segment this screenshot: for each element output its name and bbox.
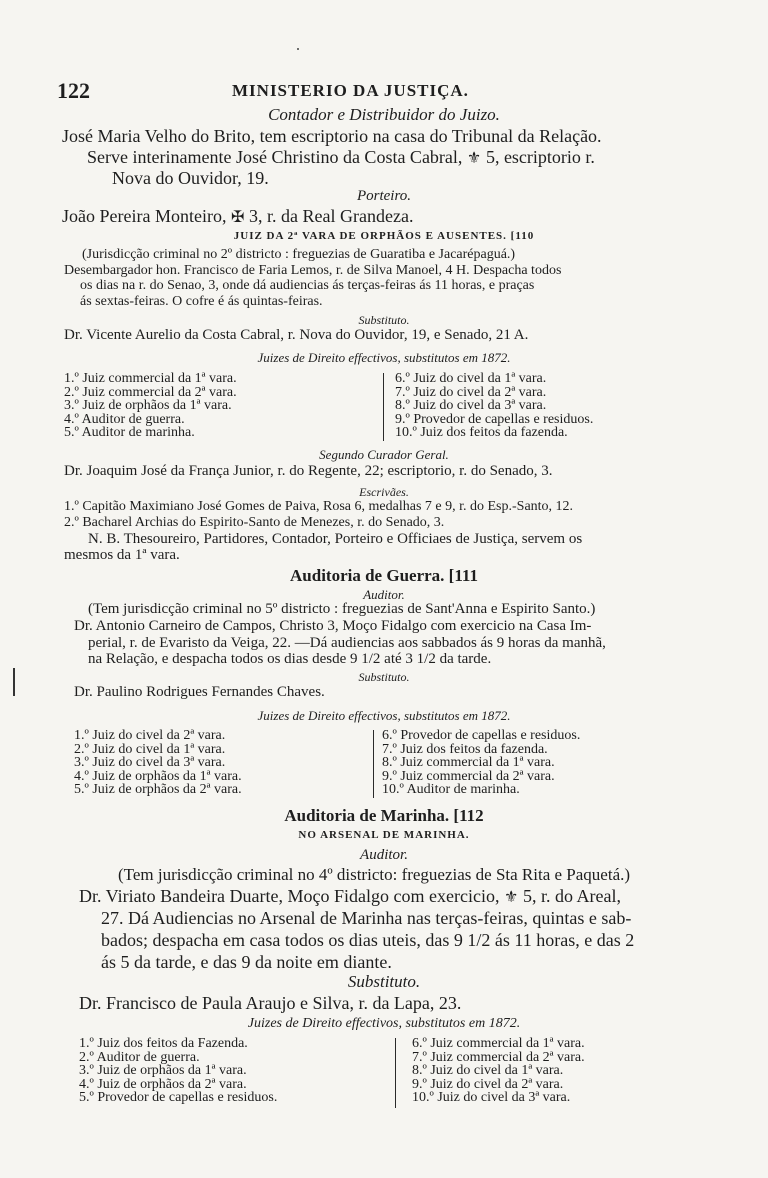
marinha-heading: Auditoria de Marinha. [112 bbox=[284, 806, 484, 825]
list-item: 1.º Juiz dos feitos da Fazenda. bbox=[79, 1036, 248, 1051]
contador-line-2 bbox=[87, 148, 595, 166]
list-item: 2.º Juiz commercial da 2ª vara. bbox=[64, 384, 237, 400]
list-item: 2.º Juiz do civel da 1ª vara. bbox=[74, 741, 226, 757]
guerra-juizes-heading: Juizes de Direito effectivos, substitutos em 1872. bbox=[257, 708, 511, 723]
guerra-line-1: (Tem jurisdicção criminal no 5º districto : freguezias de Sant'Anna e Espirito Santo.) bbox=[88, 601, 596, 617]
marinha-subst-heading: Substituto. bbox=[347, 972, 421, 991]
list-item: 7.º Juiz commercial da 2ª vara. bbox=[412, 1049, 585, 1065]
list-item: 1.º Juiz commercial da 1ª vara. bbox=[64, 371, 237, 386]
guerra-auditor-heading: Auditor. bbox=[363, 587, 405, 602]
list-item: 7.º Juiz do civel da 2ª vara. bbox=[395, 384, 547, 400]
list-item: 9.º Juiz commercial da 2ª vara. bbox=[382, 768, 555, 784]
list-item: 2.º Auditor de guerra. bbox=[79, 1049, 200, 1065]
contador-line-1: José Maria Velho do Brito, tem escriptorio na casa do Tribunal da Relação. bbox=[62, 126, 602, 146]
orphaos-juizes-right bbox=[395, 372, 593, 440]
orphaos-line-4: ás sextas-feiras. O cofre é ás quintas-feiras. bbox=[80, 294, 323, 309]
contador-line-3: Nova do Ouvidor, 19. bbox=[112, 168, 269, 188]
list-item: 4.º Juiz de orphãos da 2ª vara. bbox=[79, 1076, 247, 1092]
column-divider bbox=[383, 373, 384, 441]
orphaos-line-1: (Jurisdicção criminal no 2º districto : freguezias de Guaratiba e Jacarépaguá.) bbox=[82, 247, 516, 262]
list-item: 8.º Juiz commercial da 1ª vara. bbox=[382, 755, 555, 770]
guerra-line-2: Dr. Antonio Carneiro de Campos, Christo 3, Moço Fidalgo com exercicio na Casa Im- bbox=[74, 618, 592, 634]
marinha-subst: Dr. Francisco de Paula Araujo e Silva, r. da Lapa, 23. bbox=[79, 993, 462, 1013]
porteiro-line bbox=[62, 207, 413, 225]
list-item: 6.º Provedor de capellas e residuos. bbox=[382, 728, 581, 743]
guerra-juizes-left bbox=[74, 729, 242, 797]
list-item: 10.º Auditor de marinha. bbox=[382, 782, 520, 797]
marinha-line-2a: Dr. Viriato Bandeira Duarte, Moço Fidalgo com exercicio, bbox=[79, 886, 500, 906]
list-item: 9.º Juiz do civel da 2ª vara. bbox=[412, 1076, 564, 1092]
list-item: 1.º Juiz do civel da 2ª vara. bbox=[74, 728, 226, 743]
list-item: 8.º Juiz do civel da 1ª vara. bbox=[412, 1063, 564, 1078]
marinha-auditor-heading: Auditor. bbox=[360, 847, 408, 863]
orphaos-juizes-left bbox=[64, 372, 237, 440]
column-divider bbox=[373, 730, 374, 798]
list-item: 5.º Juiz de orphãos da 2ª vara. bbox=[74, 782, 242, 797]
contador-heading: Contador e Distribuidor do Juizo. bbox=[268, 105, 500, 124]
orphaos-heading: JUIZ DA 2ª VARA DE ORPHÃOS E AUSENTES. [110 bbox=[233, 230, 535, 242]
page-number: 122 bbox=[57, 78, 90, 103]
guerra-subst: Dr. Paulino Rodrigues Fernandes Chaves. bbox=[74, 684, 325, 700]
orphaos-subst: Dr. Vicente Aurelio da Costa Cabral, r. Nova do Ouvidor, 19, e Senado, 21 A. bbox=[64, 327, 529, 343]
marinha-subheading: NO ARSENAL DE MARINHA. bbox=[298, 829, 470, 841]
order-star-icon: ⚜ bbox=[503, 888, 519, 906]
column-divider bbox=[395, 1038, 396, 1108]
page-title: MINISTERIO DA JUSTIÇA. bbox=[232, 81, 469, 100]
guerra-subst-heading: Substituto. bbox=[358, 670, 410, 684]
list-item: 10.º Juiz dos feitos da fazenda. bbox=[395, 425, 568, 440]
order-star-icon: ⚜ bbox=[466, 149, 482, 167]
cross-icon: ✠ bbox=[230, 208, 245, 226]
escrivaes-heading: Escrivães. bbox=[359, 485, 409, 499]
curador-heading: Segundo Curador Geral. bbox=[319, 447, 449, 462]
list-item: 6.º Juiz do civel da 1ª vara. bbox=[395, 371, 547, 386]
orphaos-subst-heading: Substituto. bbox=[358, 313, 410, 327]
list-item: 7.º Juiz dos feitos da fazenda. bbox=[382, 741, 548, 757]
marinha-line-2b: 5, r. do Areal, bbox=[522, 886, 621, 906]
porteiro-name: João Pereira Monteiro, bbox=[62, 206, 227, 226]
list-item: 4.º Juiz de orphãos da 1ª vara. bbox=[74, 768, 242, 784]
orphaos-line-3: os dias na r. do Senao, 3, onde dá audiencias ás terças-feiras ás 11 horas, e praças bbox=[80, 278, 535, 293]
porteiro-address: 3, r. da Real Grandeza. bbox=[249, 206, 414, 226]
escrivao-1: 1.º Capitão Maximiano José Gomes de Paiva, Rosa 6, medalhas 7 e 9, r. do Esp.-Santo, 12. bbox=[64, 499, 574, 514]
marinha-juizes-left bbox=[79, 1037, 277, 1105]
guerra-line-3: perial, r. de Evaristo da Veiga, 22. —Dá audiencias aos sabbados ás 9 horas da manhã, bbox=[88, 635, 606, 651]
list-item: 5.º Provedor de capellas e residuos. bbox=[79, 1090, 278, 1105]
marinha-line-2 bbox=[79, 887, 621, 905]
marinha-line-1: (Tem jurisdicção criminal no 4º districto: freguezias de Sta Rita e Paquetá.) bbox=[118, 865, 631, 884]
marinha-line-4: bados; despacha em casa todos os dias uteis, das 9 1/2 ás 11 horas, e das 2 bbox=[101, 930, 635, 950]
orphaos-juizes-heading: Juizes de Direito effectivos, substitutos em 1872. bbox=[257, 350, 511, 365]
list-item: 4.º Auditor de guerra. bbox=[64, 411, 185, 427]
marinha-juizes-right bbox=[412, 1037, 585, 1105]
list-item: 3.º Juiz de orphãos da 1ª vara. bbox=[64, 398, 232, 413]
curador-line: Dr. Joaquim José da França Junior, r. do Regente, 22; escriptorio, r. do Senado, 3. bbox=[64, 463, 553, 479]
porteiro-heading: Porteiro. bbox=[356, 188, 412, 204]
orphaos-line-2: Desembargador hon. Francisco de Faria Lemos, r. de Silva Manoel, 4 H. Despacha todos bbox=[64, 263, 562, 278]
list-item: 5.º Auditor de marinha. bbox=[64, 425, 195, 440]
guerra-heading: Auditoria de Guerra. [111 bbox=[290, 566, 478, 585]
contador-line-2b: 5, escriptorio r. bbox=[485, 147, 595, 167]
list-item: 8.º Juiz do civel da 3ª vara. bbox=[395, 398, 547, 413]
marinha-line-5: ás 5 da tarde, e das 9 da noite em diante. bbox=[101, 952, 392, 972]
guerra-juizes-right bbox=[382, 729, 580, 797]
contador-line-2a: Serve interinamente José Christino da Costa Cabral, bbox=[87, 147, 463, 167]
escrivao-2: 2.º Bacharel Archias do Espirito-Santo de Menezes, r. do Senado, 3. bbox=[64, 515, 445, 530]
marinha-juizes-heading: Juizes de Direito effectivos, substitutos em 1872. bbox=[247, 1016, 521, 1031]
list-item: 3.º Juiz do civel da 3ª vara. bbox=[74, 755, 226, 770]
list-item: 9.º Provedor de capellas e residuos. bbox=[395, 411, 594, 427]
stray-dot bbox=[297, 48, 299, 50]
nota-line-2: mesmos da 1ª vara. bbox=[64, 547, 180, 563]
nota-line-1: N. B. Thesoureiro, Partidores, Contador, Porteiro e Officiaes de Justiça, servem os bbox=[88, 531, 583, 547]
marinha-line-3: 27. Dá Audiencias no Arsenal de Marinha nas terças-feiras, quintas e sab- bbox=[101, 908, 632, 928]
list-item: 3.º Juiz de orphãos da 1ª vara. bbox=[79, 1063, 247, 1078]
list-item: 10.º Juiz do civel da 3ª vara. bbox=[412, 1090, 571, 1105]
guerra-line-4: na Relação, e despacha todos os dias desde 9 1/2 até 3 1/2 da tarde. bbox=[88, 651, 492, 667]
list-item: 6.º Juiz commercial da 1ª vara. bbox=[412, 1036, 585, 1051]
